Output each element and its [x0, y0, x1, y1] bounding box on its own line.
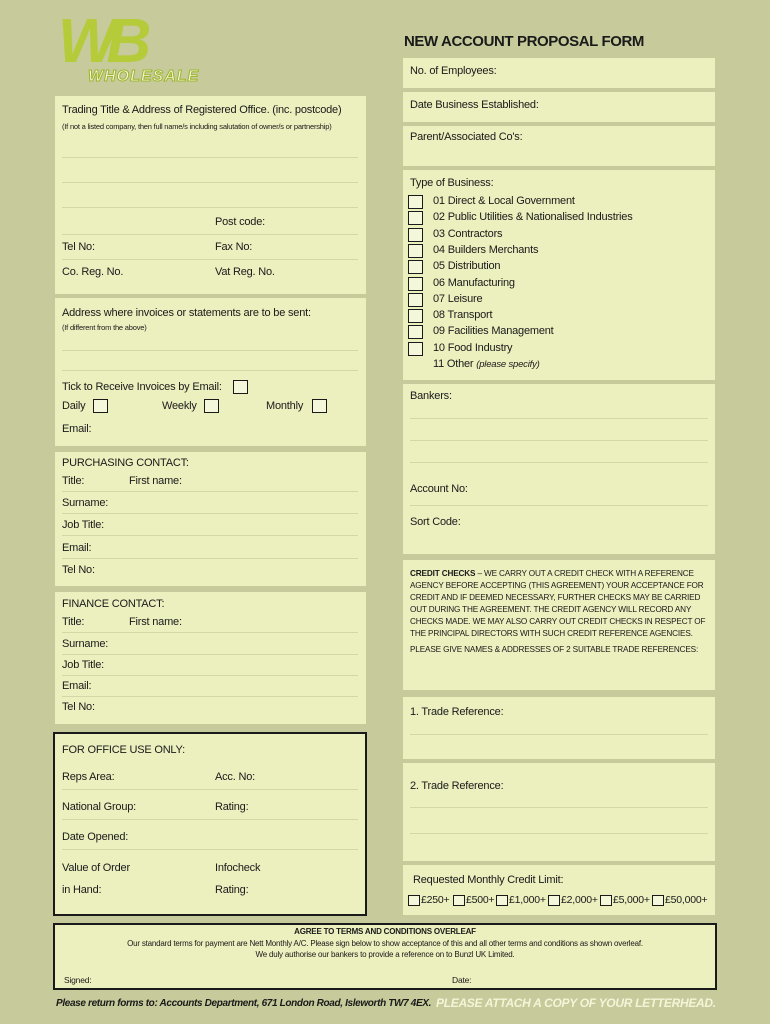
credit-limit-checkbox-50000[interactable] [652, 895, 664, 906]
monthly-checkbox[interactable] [312, 399, 327, 413]
finance-tel-label: Tel No: [62, 701, 95, 713]
postcode-label: Post code: [215, 216, 265, 228]
business-type-checkbox-07[interactable] [408, 293, 423, 307]
invoice-address-panel[interactable] [55, 298, 366, 446]
business-type-03: 03 Contractors [433, 228, 503, 240]
business-type-checkbox-08[interactable] [408, 309, 423, 323]
footer-attach-text: PLEASE ATTACH A COPY OF YOUR LETTERHEAD. [436, 996, 716, 1010]
credit-limit-500: £500+ [466, 894, 495, 906]
agreement-line-2: We duly authorise our bankers to provide a reference on to Bunzl UK Limited. [255, 950, 515, 959]
business-type-04: 04 Builders Merchants [433, 244, 539, 256]
office-heading: FOR OFFICE USE ONLY: [62, 744, 185, 756]
office-rating-label: Rating: [215, 801, 249, 813]
bankers-panel[interactable] [403, 384, 715, 554]
office-reps-label: Reps Area: [62, 771, 115, 783]
business-type-checkbox-09[interactable] [408, 325, 423, 339]
business-type-01: 01 Direct & Local Government [433, 195, 575, 207]
vatreg-label: Vat Reg. No. [215, 266, 275, 278]
finance-job-label: Job Title: [62, 659, 105, 671]
coreg-label: Co. Reg. No. [62, 266, 124, 278]
business-type-08: 08 Transport [433, 309, 493, 321]
date-label: Date: [452, 975, 472, 985]
finance-email-label: Email: [62, 680, 92, 692]
trade-reference-2-label: 2. Trade Reference: [410, 780, 504, 792]
business-type-checkbox-05[interactable] [408, 260, 423, 274]
credit-checks-panel [403, 560, 715, 690]
business-type-05: 05 Distribution [433, 260, 501, 272]
sort-code-label: Sort Code: [410, 516, 461, 528]
credit-checks-heading: CREDIT CHECKS [410, 569, 476, 578]
weekly-label: Weekly [162, 400, 197, 412]
established-label: Date Business Established: [410, 99, 539, 111]
credit-limit-checkbox-5000[interactable] [600, 895, 612, 906]
business-type-label: Type of Business: [410, 177, 494, 189]
finance-title-label: Title: [62, 616, 85, 628]
employees-label: No. of Employees: [410, 65, 497, 77]
credit-limit-checkbox-500[interactable] [453, 895, 465, 906]
other-note: (please specify) [476, 359, 540, 370]
monthly-label: Monthly [266, 400, 304, 412]
invoice-address-label: Address where invoices or statements are to be sent: [62, 307, 311, 319]
trade-reference-2-field[interactable] [403, 763, 715, 861]
agreement-line-1: Our standard terms for payment are Nett Monthly A/C. Please sign below to show acceptance of this and all other terms and conditions as shown overleaf. [127, 939, 643, 948]
business-type-checkbox-02[interactable] [408, 211, 423, 225]
tick-email-label: Tick to Receive Invoices by Email: [62, 381, 222, 393]
office-acc-label: Acc. No: [215, 771, 255, 783]
signed-label: Signed: [64, 975, 92, 985]
office-value-label-1: Value of Order [62, 862, 130, 874]
tel-label: Tel No: [62, 241, 95, 253]
footer-return-text: Please return forms to: Accounts Department, 671 London Road, Isleworth TW7 4EX. [56, 998, 432, 1009]
credit-limit-50000: £50,000+ [665, 894, 708, 906]
office-value-label-2: in Hand: [62, 884, 102, 896]
office-infocheck-label-1: Infocheck [215, 862, 261, 874]
invoice-note: (If different from the above) [62, 323, 147, 332]
credit-limit-label: Requested Monthly Credit Limit: [413, 874, 564, 886]
trade-refs-note: PLEASE GIVE NAMES & ADDRESSES OF 2 SUITABLE TRADE REFERENCES: [410, 645, 699, 654]
logo-word: WHOLESALE [88, 68, 200, 85]
business-type-10: 10 Food Industry [433, 342, 513, 354]
trade-reference-1-label: 1. Trade Reference: [410, 706, 504, 718]
credit-limit-2000: £2,000+ [561, 894, 598, 906]
credit-limit-checkbox-250[interactable] [408, 895, 420, 906]
weekly-checkbox[interactable] [204, 399, 219, 413]
business-type-checkbox-04[interactable] [408, 244, 423, 258]
agreement-title: AGREE TO TERMS AND CONDITIONS OVERLEAF [294, 927, 476, 936]
email-label: Email: [62, 423, 92, 435]
business-type-07: 07 Leisure [433, 293, 483, 305]
business-type-checkbox-01[interactable] [408, 195, 423, 209]
purchasing-heading: PURCHASING CONTACT: [62, 457, 189, 469]
trading-note: (If not a listed company, then full name/s including salutation of owner/s or partnership) [62, 122, 332, 131]
finance-heading: FINANCE CONTACT: [62, 598, 165, 610]
business-type-11-label: 11 Other [433, 358, 474, 370]
credit-limit-panel [403, 865, 715, 915]
credit-limit-5000: £5,000+ [613, 894, 650, 906]
business-type-11 [433, 358, 540, 370]
office-group-label: National Group: [62, 801, 137, 813]
credit-limit-1000: £1,000+ [509, 894, 546, 906]
finance-contact-panel[interactable] [55, 592, 366, 724]
tick-email-checkbox[interactable] [233, 380, 248, 394]
purchasing-job-label: Job Title: [62, 519, 105, 531]
finance-surname-label: Surname: [62, 638, 109, 650]
business-type-09: 09 Facilities Management [433, 325, 554, 337]
business-type-06: 06 Manufacturing [433, 277, 515, 289]
logo-mark: WB [58, 7, 142, 76]
credit-checks-body: – WE CARRY OUT A CREDIT CHECK WITH A REFERENCE AGENCY BEFORE ACCEPTING (THIS AGREEMENT) YOUR ACCEPTANCE FOR CREDIT AND IF DEEMED NECESSARY, FURTHER CHECKS MAY BE CARRIED OUT DURING THE AGREEMENT. THE CREDIT AGENCY WILL RECORD ANY CHECKS MADE. WE MAY ALSO CARRY OUT CREDIT CHECKS IN RESPECT OF THE PRINCIPAL DIRECTORS WITH SUCH CREDIT REFERENCE AGENCIES. [410, 569, 706, 638]
purchasing-tel-label: Tel No: [62, 564, 95, 576]
business-type-02: 02 Public Utilities & Nationalised Industries [433, 211, 633, 223]
finance-first-label: First name: [129, 616, 182, 628]
parent-label: Parent/Associated Co's: [410, 131, 523, 143]
daily-checkbox[interactable] [93, 399, 108, 413]
business-type-checkbox-06[interactable] [408, 277, 423, 291]
fax-label: Fax No: [215, 241, 253, 253]
logo [58, 7, 208, 94]
credit-limit-250: £250+ [421, 894, 450, 906]
business-type-checkbox-03[interactable] [408, 228, 423, 242]
office-infocheck-label-2: Rating: [215, 884, 249, 896]
form-title: NEW ACCOUNT PROPOSAL FORM [404, 33, 644, 50]
business-type-checkbox-10[interactable] [408, 342, 423, 356]
bankers-label: Bankers: [410, 390, 452, 402]
purchasing-email-label: Email: [62, 542, 92, 554]
purchasing-first-label: First name: [129, 475, 182, 487]
trading-title-label: Trading Title & Address of Registered Office. (inc. postcode) [62, 104, 342, 116]
purchasing-title-label: Title: [62, 475, 85, 487]
purchasing-surname-label: Surname: [62, 497, 109, 509]
credit-checks-text [410, 568, 707, 640]
credit-limit-checkbox-1000[interactable] [496, 895, 508, 906]
daily-label: Daily [62, 400, 86, 412]
office-opened-label: Date Opened: [62, 831, 129, 843]
credit-limit-checkbox-2000[interactable] [548, 895, 560, 906]
account-no-label: Account No: [410, 483, 468, 495]
